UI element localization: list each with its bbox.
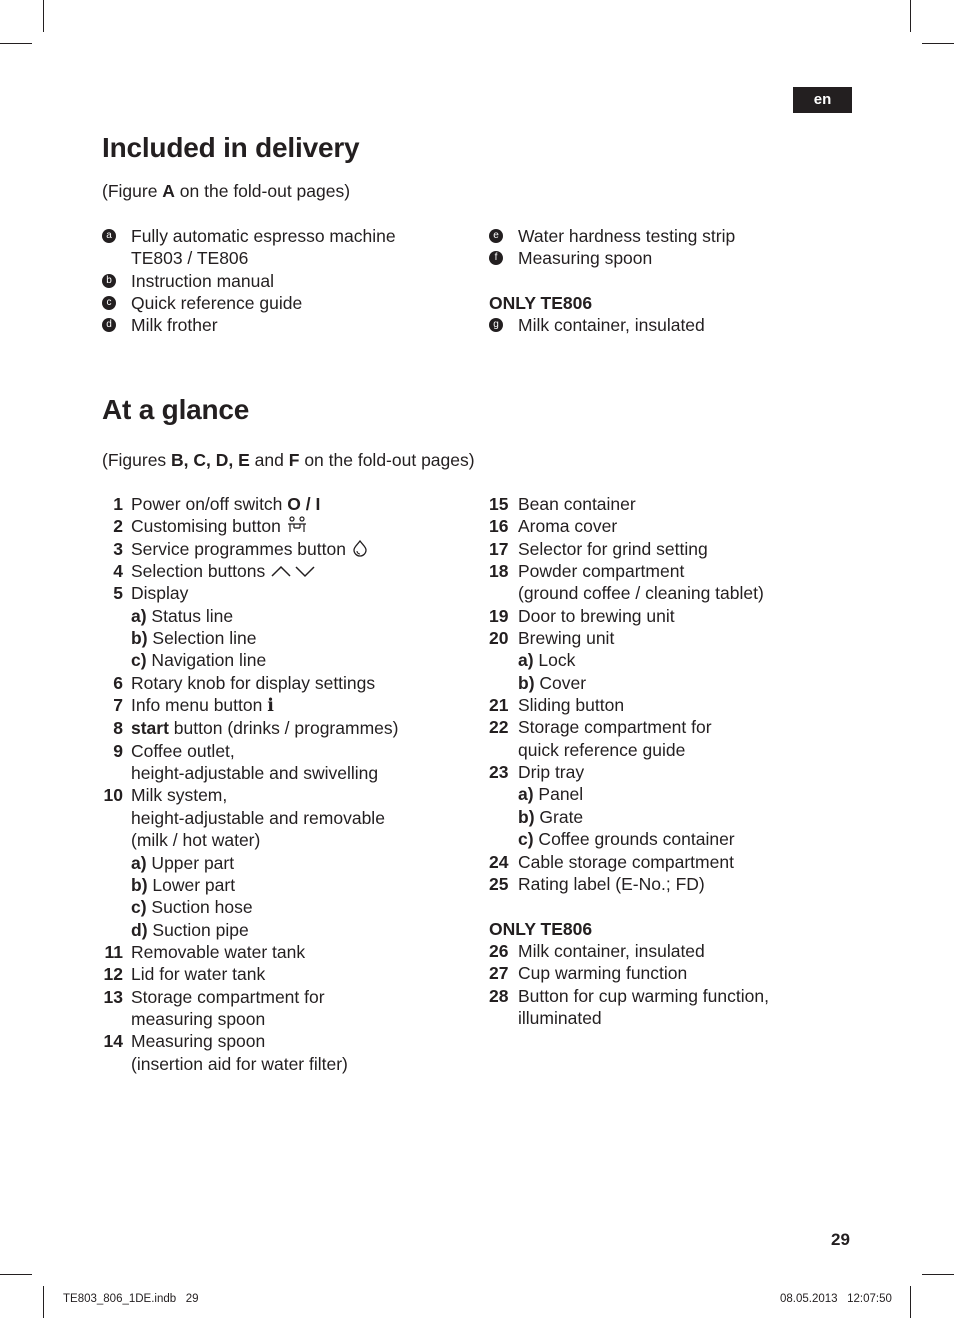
delivery-figure-ref: (Figure A on the fold-out pages) (102, 181, 351, 201)
glance-list-left (102, 493, 482, 1075)
letter-badge: e (489, 229, 503, 243)
letter-badge: b (102, 274, 116, 288)
list-item: 9 Coffee outlet, height-adjustable and swivelling (113, 740, 379, 784)
crop-mark (43, 1286, 44, 1318)
sub-item: c) Suction hose (131, 897, 253, 918)
list-item: 7 Info menu button i (113, 695, 274, 717)
list-item: b Instruction manual (102, 270, 472, 292)
language-tab: en (793, 87, 852, 113)
list-item: 1 Power on/off switch O / I (113, 494, 321, 514)
crop-mark (922, 1274, 954, 1275)
crop-mark (0, 1274, 32, 1275)
list-item: a Fully automatic espresso machine TE803 / TE806 (102, 225, 472, 270)
list-item: g Milk container, insulated (489, 314, 849, 336)
list-item: 26 Milk container, insulated (489, 940, 705, 961)
list-item: 18 Powder compartment (ground coffee / cleaning tablet) (489, 561, 764, 604)
list-item: 21 Sliding button (489, 695, 625, 716)
sub-item: a) Lock (518, 650, 576, 671)
glance-title: At a glance (102, 394, 250, 425)
sub-item: a) Panel (518, 784, 584, 805)
delivery-title: Included in delivery (102, 132, 360, 163)
letter-badge: a (102, 229, 116, 243)
list-item: 28 Button for cup warming function, illuminated (489, 985, 769, 1028)
list-item: f Measuring spoon (489, 247, 849, 269)
sub-item: c) Navigation line (131, 650, 267, 671)
letter-badge: c (102, 296, 116, 310)
list-item: 8 start button (drinks / programmes) (113, 718, 399, 739)
letter-badge: f (489, 251, 503, 265)
customising-icon (286, 516, 308, 534)
list-item: 16 Aroma cover (489, 516, 618, 537)
list-item: 24 Cable storage compartment (489, 851, 734, 872)
sub-item: b) Selection line (131, 628, 257, 649)
sub-item: a) Upper part (131, 852, 235, 873)
glance-list-right (489, 493, 859, 1029)
sub-item: b) Grate (518, 806, 584, 827)
list-item: 13 Storage compartment for measuring spoon (103, 986, 325, 1029)
chevron-up-down-icon (270, 564, 316, 578)
list-item: 12 Lid for water tank (103, 964, 266, 985)
glance-figure-ref: (Figures B, C, D, E and F on the fold-out pages) (102, 450, 475, 470)
footer-timestamp: 08.05.2013 12:07:50 (780, 1293, 892, 1305)
letter-badge: g (489, 318, 503, 332)
sub-item: d) Suction pipe (131, 919, 249, 940)
list-item: 17 Selector for grind setting (489, 538, 708, 559)
list-item: 15 Bean container (489, 494, 636, 514)
list-item: 22 Storage compartment for quick reference guide (489, 717, 712, 760)
list-item: 23 Drip tray (489, 762, 585, 783)
sub-item: b) Lower part (131, 874, 236, 895)
only-te806-heading: ONLY TE806 (489, 293, 593, 314)
sub-item: c) Coffee grounds container (518, 829, 735, 850)
list-item: 2 Customising button (102, 515, 482, 537)
list-item: e Water hardness testing strip (489, 225, 849, 247)
list-item: 25 Rating label (E-No.; FD) (489, 873, 705, 894)
list-item: c Quick reference guide (102, 292, 472, 314)
only-te806-heading: ONLY TE806 (489, 918, 593, 939)
list-item: 6 Rotary knob for display settings (113, 672, 376, 693)
list-item: 4 Selection buttons (102, 560, 482, 582)
list-item: 27 Cup warming function (489, 963, 688, 984)
list-item: 3 Service programmes button (102, 538, 482, 560)
sub-item: b) Cover (518, 672, 587, 693)
sub-item: a) Status line (131, 605, 234, 626)
delivery-list-left (102, 225, 472, 337)
crop-mark (43, 0, 44, 32)
crop-mark (0, 43, 32, 44)
crop-mark (910, 0, 911, 32)
footer-file-info: TE803_806_1DE.indb 29 (63, 1293, 199, 1305)
list-item: 14 Measuring spoon (insertion aid for water filter) (103, 1031, 348, 1074)
delivery-list-right (489, 225, 849, 337)
list-item: 19 Door to brewing unit (489, 605, 675, 626)
crop-mark (922, 43, 954, 44)
crop-mark (910, 1286, 911, 1318)
list-item: 5 Display (113, 583, 189, 604)
service-drop-icon (351, 539, 369, 557)
list-item: 20 Brewing unit (489, 628, 615, 649)
list-item: 11 Removable water tank (104, 941, 306, 962)
list-item: d Milk frother (102, 314, 472, 336)
page-number: 29 (831, 1230, 850, 1249)
letter-badge: d (102, 318, 116, 332)
on-off-symbol: O / I (287, 494, 321, 514)
list-item: 10 Milk system, height-adjustable and removable (milk / hot water) (103, 785, 385, 851)
info-icon: i (267, 696, 274, 717)
